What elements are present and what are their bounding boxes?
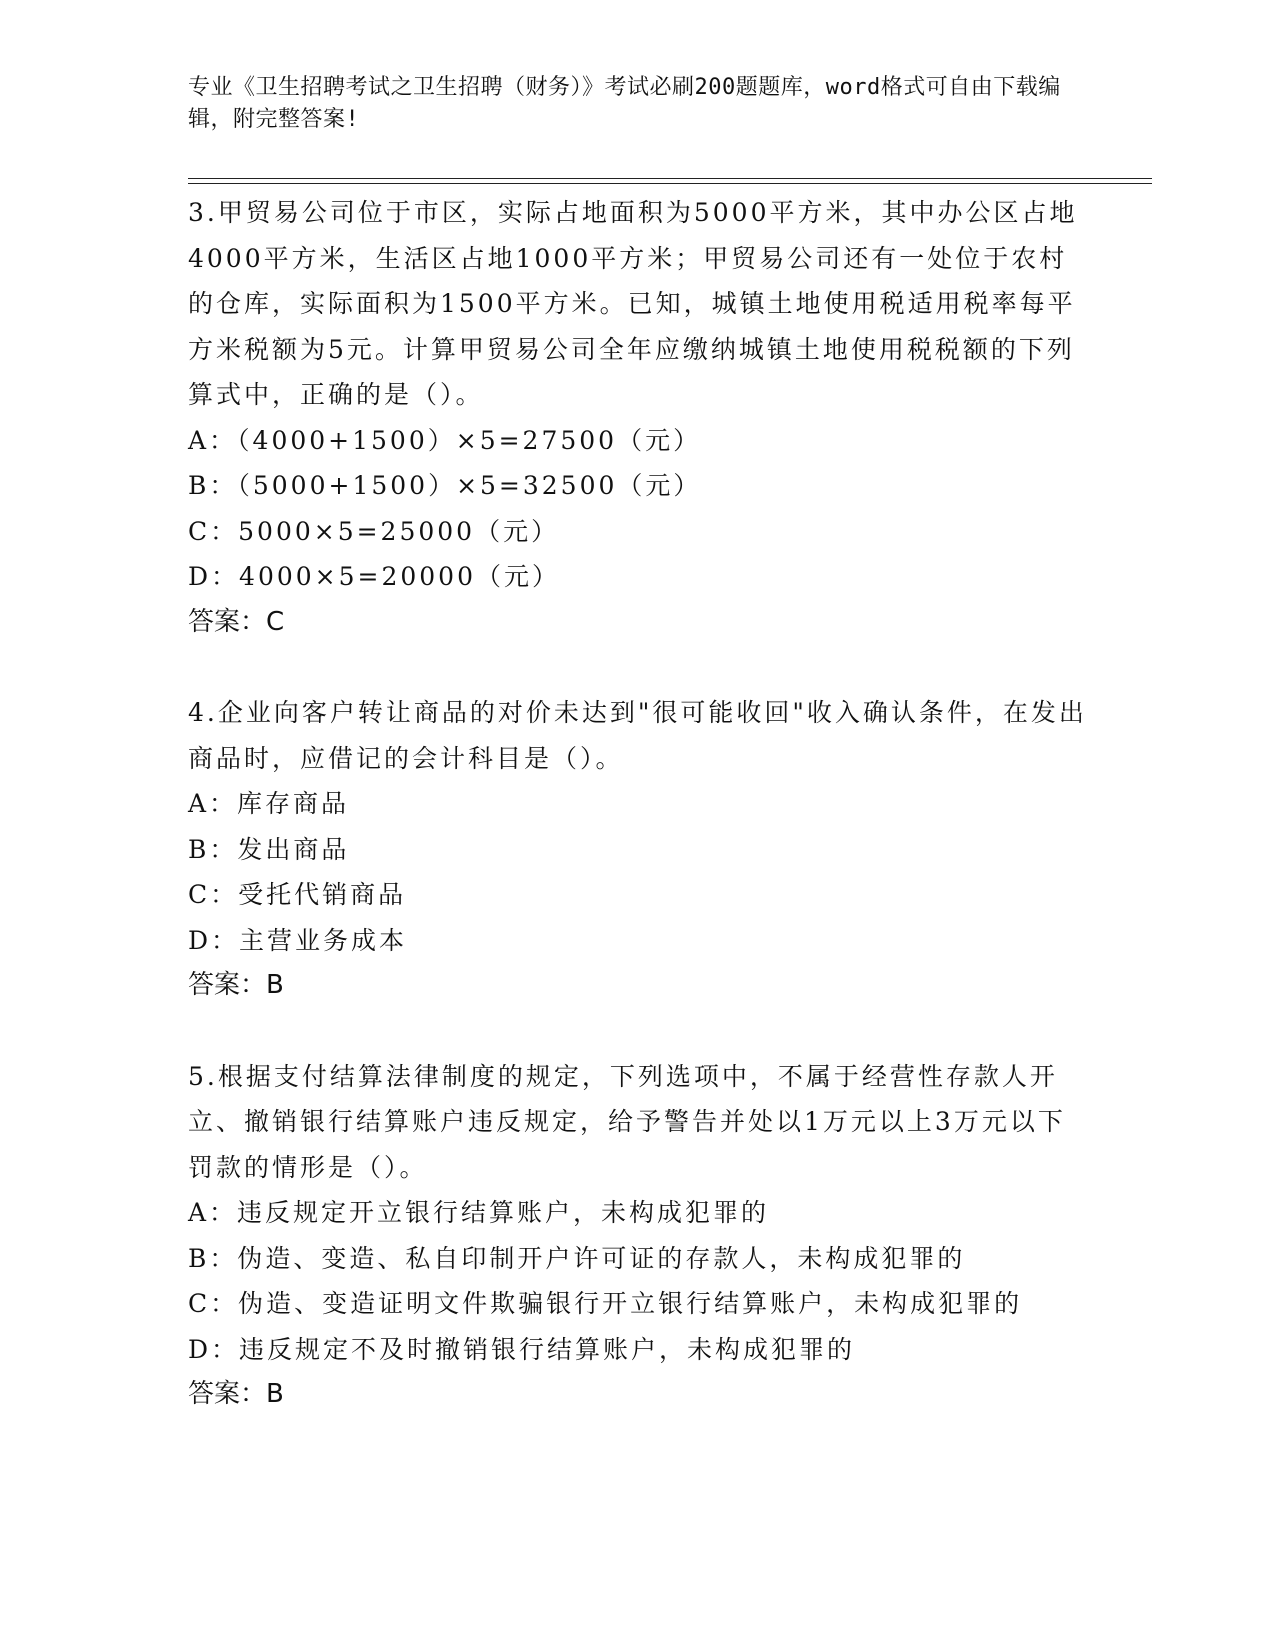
answer-line: 答案：B	[188, 1379, 284, 1409]
question-stem: 4.企业向客户转让商品的对价未达到"很可能收回"收入确认条件，在发出商品时，应借记的会计科目是（）。	[188, 698, 1087, 773]
option-a: A：（4000+1500）×5=27500（元）	[188, 425, 702, 455]
option-b: B：（5000+1500）×5=32500（元）	[188, 471, 702, 500]
option-c: C：受托代销商品	[188, 880, 407, 909]
option-a: A：违反规定开立银行结算账户，未构成犯罪的	[188, 1198, 770, 1227]
option-b: B：伪造、变造、私自印制开户许可证的存款人，未构成犯罪的	[188, 1243, 966, 1273]
answer-line: 答案：C	[188, 606, 285, 637]
option-d: D：主营业务成本	[188, 925, 408, 955]
question-stem: 5.根据支付结算法律制度的规定，下列选项中，不属于经营性存款人开立、撤销银行结算账户违反规定，给予警告并处以1万元以上3万元以下罚款的情形是（）。	[188, 1061, 1066, 1182]
answer-line: 答案：B	[188, 970, 284, 1000]
option-d: D：4000×5=20000（元）	[188, 562, 560, 591]
option-a: A：库存商品	[188, 789, 350, 818]
question-4	[188, 690, 1088, 1009]
option-b: B：发出商品	[188, 834, 350, 864]
question-3	[188, 190, 1088, 645]
option-d: D：违反规定不及时撤销银行结算账户，未构成犯罪的	[188, 1334, 856, 1364]
question-stem: 3.甲贸易公司位于市区，实际占地面积为5000平方米，其中办公区占地4000平方米，生活区占地1000平方米；甲贸易公司还有一处位于农村的仓库，实际面积为1500平方米。已知，城镇土地使用税适用税率每平方米税额为5元。计算甲贸易公司全年应缴纳城镇土地使用税税额的下列算式中，正确的是（）。	[188, 198, 1078, 409]
option-c: C：5000×5=25000（元）	[188, 516, 560, 546]
header-double-rule	[188, 178, 1152, 184]
option-c: C：伪造、变造证明文件欺骗银行开立银行结算账户，未构成犯罪的	[188, 1289, 1023, 1318]
question-5	[188, 1054, 1088, 1418]
question-list	[188, 190, 1088, 1463]
document-header: 专业《卫生招聘考试之卫生招聘（财务）》考试必刷200题题库，word格式可自由下载编辑，附完整答案!	[188, 75, 1061, 132]
